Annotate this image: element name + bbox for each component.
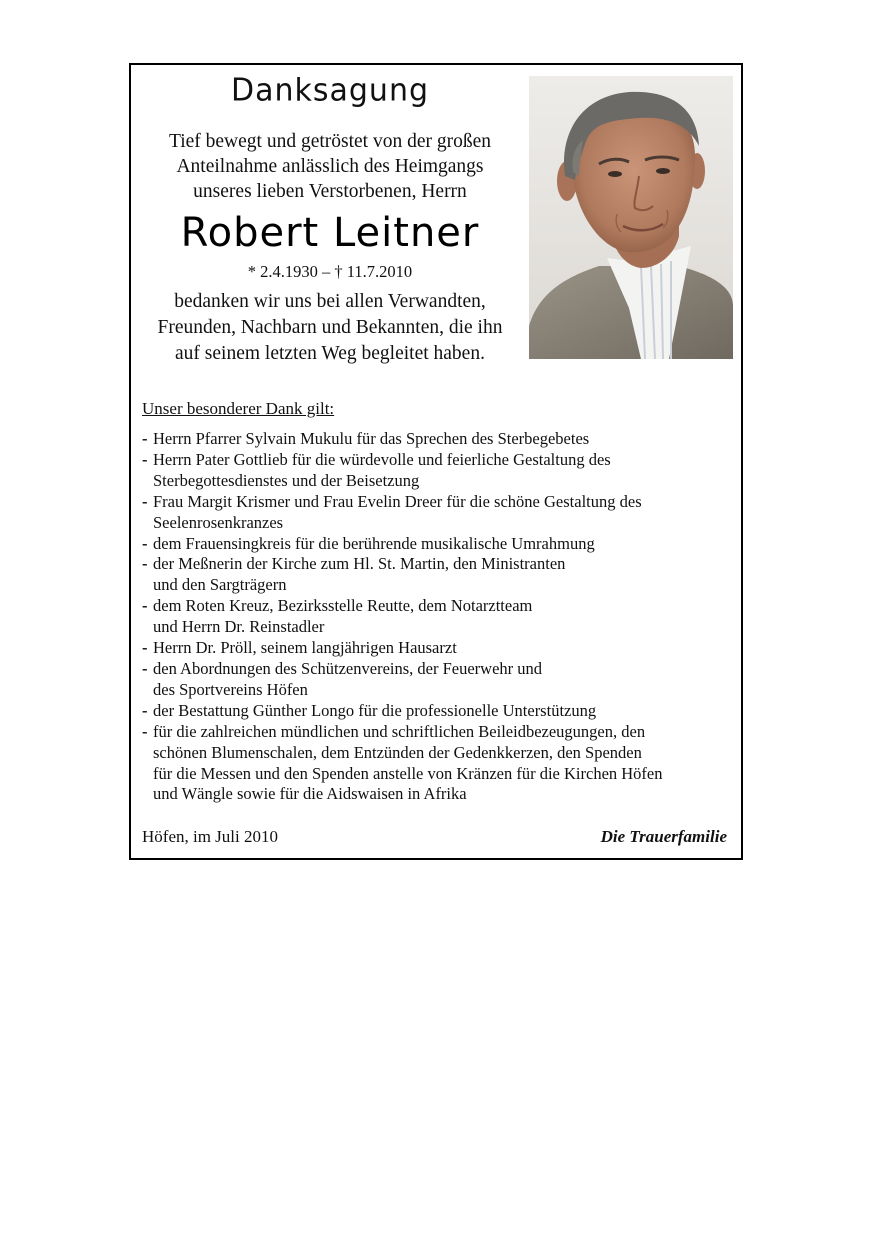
list-item-line: des Sportvereins Höfen — [153, 679, 308, 699]
list-dash: - — [142, 596, 148, 616]
thanks-line: Freunden, Nachbarn und Bekannten, die ihn — [157, 317, 503, 338]
list-item — [142, 534, 737, 555]
list-item-line: und Wängle sowie für die Aidswaisen in Afrika — [153, 784, 467, 804]
list-item-line: schönen Blumenschalen, dem Entzünden der Gedenkkerzen, den Spenden — [153, 742, 642, 762]
intro-line: Tief bewegt und getröstet von der großen — [168, 131, 492, 152]
list-item-line: Herrn Pfarrer Sylvain Mukulu für das Sprechen des Sterbegebetes — [153, 429, 590, 448]
list-dash: - — [142, 721, 148, 741]
list-dash: - — [142, 554, 148, 574]
intro-line: unseres lieben Verstorbenen, Herrn — [193, 181, 467, 202]
list-dash: - — [142, 533, 148, 553]
thanks-text — [131, 289, 529, 367]
portrait-photo-icon — [529, 76, 733, 359]
list-dash: - — [142, 449, 148, 469]
list-item — [142, 596, 737, 638]
list-item-line: Herrn Dr. Pröll, seinem langjährigen Hausarzt — [153, 638, 457, 658]
list-item — [142, 701, 737, 722]
list-item — [142, 722, 737, 806]
list-item — [142, 554, 737, 596]
list-dash: - — [142, 700, 148, 720]
life-dates: * 2.4.1930 – † 11.7.2010 — [247, 262, 413, 281]
list-item — [142, 638, 737, 659]
signature: Die Trauerfamilie — [600, 827, 727, 846]
list-item-line: für die zahlreichen mündlichen und schriftlichen Beileidbezeugungen, den — [153, 721, 646, 741]
list-dash: - — [142, 658, 148, 678]
list-item — [142, 429, 737, 450]
list-item-line: Frau Margit Krismer und Frau Evelin Dreer für die schöne Gestaltung des — [153, 491, 642, 511]
list-item-line: der Meßnerin der Kirche zum Hl. St. Martin, den Ministranten — [153, 554, 566, 574]
place-and-date: Höfen, im Juli 2010 — [142, 827, 278, 846]
list-dash: - — [142, 638, 148, 658]
acknowledgements-heading: Unser besonderer Dank gilt: — [142, 399, 335, 418]
list-item — [142, 492, 737, 534]
list-item-line: Seelenrosenkranzes — [153, 512, 284, 532]
thanks-line: bedanken wir uns bei allen Verwandten, — [174, 291, 486, 312]
list-item — [142, 659, 737, 701]
notice-title: Danksagung — [231, 72, 429, 109]
list-item-line: dem Frauensingkreis für die berührende musikalische Umrahmung — [153, 533, 595, 553]
list-item-line: den Abordnungen des Schützenvereins, der Feuerwehr und — [153, 658, 543, 678]
list-item-line: der Bestattung Günther Longo für die professionelle Unterstützung — [153, 700, 597, 720]
list-item — [142, 450, 737, 492]
list-dash: - — [142, 491, 148, 511]
thanks-line: auf seinem letzten Weg begleitet haben. — [175, 343, 485, 364]
list-item-line: für die Messen und den Spenden anstelle von Kränzen für die Kirchen Höfen — [153, 763, 663, 783]
list-item-line: dem Roten Kreuz, Bezirksstelle Reutte, dem Notarztteam — [153, 596, 533, 616]
acknowledgements-list — [142, 429, 737, 805]
list-item-line: Herrn Pater Gottlieb für die würdevolle und feierliche Gestaltung des — [153, 449, 611, 469]
deceased-name: Robert Leitner — [180, 210, 480, 256]
intro-text — [131, 129, 529, 204]
portrait-photo — [529, 76, 733, 359]
list-item-line: und Herrn Dr. Reinstadler — [153, 617, 325, 637]
list-item-line: und den Sargträgern — [153, 575, 287, 595]
list-dash: - — [142, 429, 148, 448]
list-item-line: Sterbegottesdienstes und der Beisetzung — [153, 470, 420, 490]
intro-line: Anteilnahme anlässlich des Heimgangs — [176, 156, 484, 177]
obituary-notice-card — [129, 63, 743, 860]
